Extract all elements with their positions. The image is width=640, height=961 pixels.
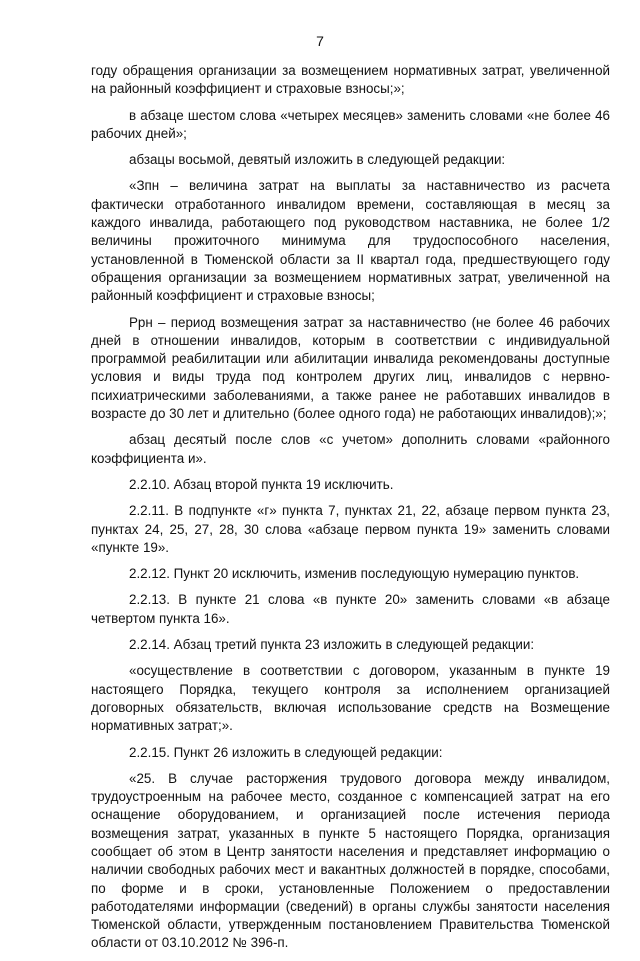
paragraph: «осуществление в соответствии с договором, указанным в пункте 19 настоящего Порядка, текущего контроля за исполнением организацией договорных обязательств, включая использование средств на Возмещение нормативных затрат;». [91, 663, 610, 734]
paragraph: абзац десятый после слов «с учетом» дополнить словами «районного коэффициента и». [91, 432, 610, 466]
paragraph: 2.2.11. В подпункте «г» пункта 7, пунктах 21, 22, абзаце первом пункта 23, пунктах 24, 25, 27, 28, 30 слова «абзаце первом пункта 19» заменить словами «пункте 19». [91, 503, 610, 555]
paragraph: 2.2.13. В пункте 21 слова «в пункте 20» заменить словами «в абзаце четвертом пункта 16». [91, 592, 610, 626]
page-number: 7 [316, 33, 324, 49]
paragraph: абзацы восьмой, девятый изложить в следующей редакции: [129, 152, 506, 168]
document-body [91, 62, 610, 961]
paragraph: 2.2.15. Пункт 26 изложить в следующей редакции: [129, 744, 443, 760]
paragraph: 2.2.14. Абзац третий пункта 23 изложить в следующей редакции: [129, 637, 535, 653]
paragraph: «25. В случае расторжения трудового договора между инвалидом, трудоустроенным на рабочее место, созданное с компенсацией затрат на его оснащение оборудованием, и организацией после истечения периода возмещения затрат, указанных в пункте 5 настоящего Порядка, организация сообщает об этом в Центр занятости населения и представляет информацию о наличии свободных рабочих мест и вакантных должностей в порядке, способами, по форме и в сроки, установленные Положением о предоставлении работодателями информации (сведений) в органы службы занятости населения Тюменской области, утвержденным постановлением Правительства Тюменской области от 03.10.2012 № 396-п. [91, 770, 610, 951]
paragraph: Ррн – период возмещения затрат за наставничество (не более 46 рабочих дней в отношении инвалидов, которым в соответствии с индивидуальной программой реабилитации или абилитации инвалида рекомендованы доступные условия и виды труда под контролем других лиц, инвалидов с нервно-психиатрическими заболеваниями, а также ранее не работавших инвалидов в возрасте до 30 лет и длительно (более одного года) не работающих инвалидов);»; [91, 314, 610, 422]
paragraph: 2.2.10. Абзац второй пункта 19 исключить. [129, 476, 394, 492]
paragraph: 2.2.12. Пункт 20 исключить, изменив последующую нумерацию пунктов. [129, 566, 580, 582]
paragraph: году обращения организации за возмещением нормативных затрат, увеличенной на районный коэффициент и страховые взносы;»; [91, 63, 610, 97]
paragraph: в абзаце шестом слова «четырех месяцев» заменить словами «не более 46 рабочих дней»; [91, 107, 610, 141]
paragraph: «Зпн – величина затрат на выплаты за наставничество из расчета фактически отработанного инвалидом времени, составляющая в месяц за каждого инвалида, работающего под руководством наставника, не более 1/2 величины прожиточного минимума для трудоспособного населения, установленной в Тюменской области за II квартал года, предшествующего году обращения организации за возмещением нормативных затрат, увеличенной на районный коэффициент и страховые взносы; [91, 178, 610, 304]
